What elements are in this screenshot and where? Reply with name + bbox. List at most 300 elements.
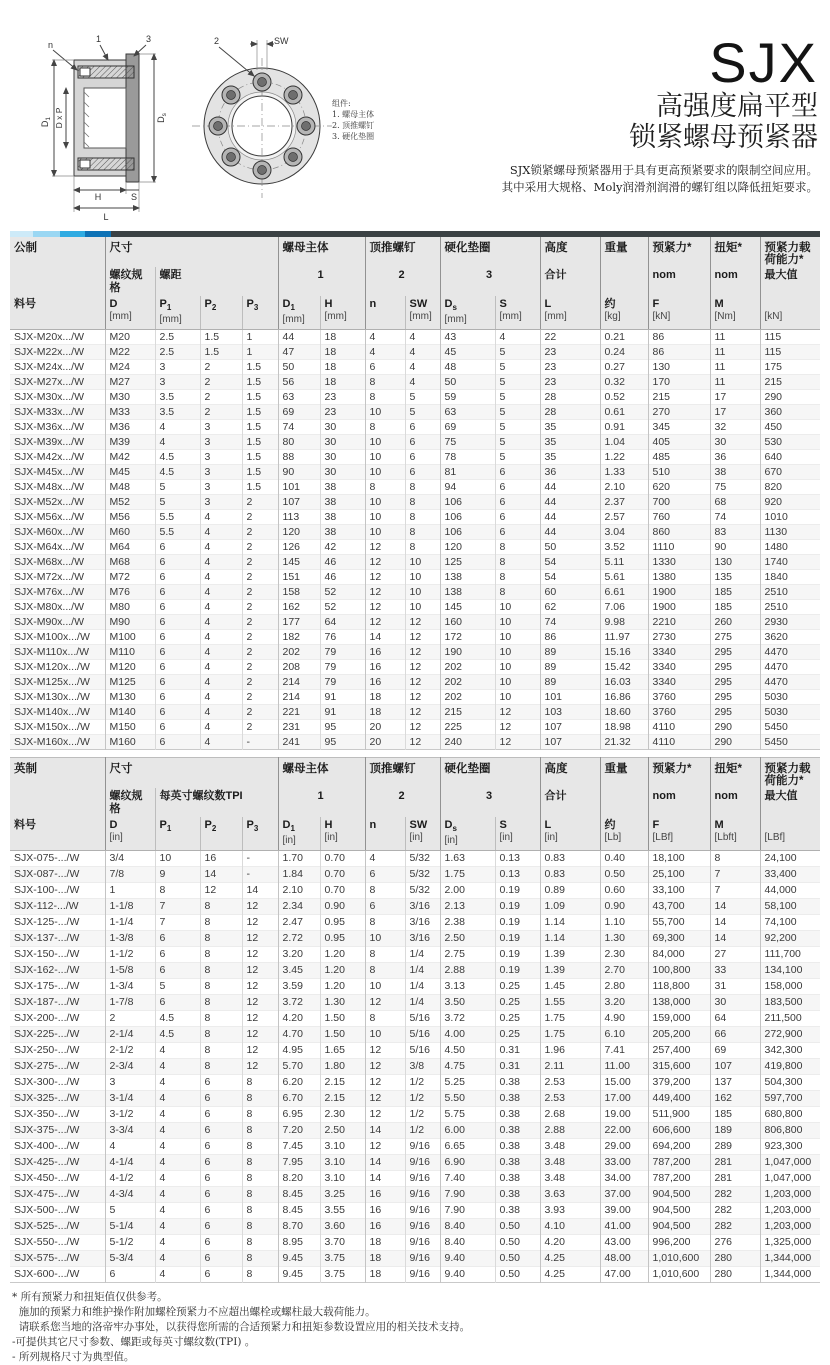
cell: 8: [405, 540, 440, 555]
cell: 9/16: [405, 1187, 440, 1203]
cell: 5: [495, 390, 540, 405]
cell: 6: [155, 690, 200, 705]
cell: 16: [200, 851, 242, 867]
cell: 3.20: [600, 995, 648, 1011]
cell: 111,700: [760, 947, 820, 963]
cell: 6: [155, 555, 200, 570]
product-description: [502, 162, 818, 198]
cell: M33: [105, 405, 155, 420]
cell: 208: [278, 660, 320, 675]
cell: 3.20: [278, 947, 320, 963]
cell: 3/16: [405, 931, 440, 947]
cell: 21.32: [600, 735, 648, 750]
group-washer: 硬化垫圈: [440, 237, 540, 267]
dim-sw: SW: [274, 36, 289, 46]
column-header: $D_1$ [mm]: [278, 296, 320, 330]
cell: 282: [710, 1219, 760, 1235]
cell: 3.25: [320, 1187, 365, 1203]
cell: 12: [242, 931, 278, 947]
cell: M56: [105, 510, 155, 525]
sub-header-row: [10, 788, 820, 817]
cell: SJX-M33x.../W: [10, 405, 105, 420]
cell: 5030: [760, 690, 820, 705]
cell: 11: [710, 345, 760, 360]
cell: SJX-M150x.../W: [10, 720, 105, 735]
cell: 101: [540, 690, 600, 705]
cell: 6: [155, 720, 200, 735]
cell: 1.5: [242, 360, 278, 375]
cell: SJX-M60x.../W: [10, 525, 105, 540]
cell: 2210: [648, 615, 710, 630]
cell: 74: [278, 420, 320, 435]
cell: 18.60: [600, 705, 648, 720]
cell: 4: [200, 585, 242, 600]
cell: 182: [278, 630, 320, 645]
cell: SJX-100-.../W: [10, 883, 105, 899]
cell: SJX-075-.../W: [10, 851, 105, 867]
cell: 1.5: [242, 390, 278, 405]
cell: 103: [540, 705, 600, 720]
cell: 1.30: [600, 931, 648, 947]
cell: 11: [710, 360, 760, 375]
cell: SJX-450-.../W: [10, 1171, 105, 1187]
cell: 295: [710, 705, 760, 720]
cell: 0.91: [600, 420, 648, 435]
cell: 6: [155, 963, 200, 979]
label-part3: 3: [146, 34, 152, 44]
cell: 2: [242, 660, 278, 675]
cell: 360: [760, 405, 820, 420]
cell: 172: [440, 630, 495, 645]
cell: 0.38: [495, 1123, 540, 1139]
cell: 10: [365, 931, 405, 947]
cell: 12: [242, 963, 278, 979]
cell: 3.59: [278, 979, 320, 995]
table-row: [10, 330, 820, 345]
cell: SJX-M39x.../W: [10, 435, 105, 450]
cell: 4: [105, 1139, 155, 1155]
column-header: $P_2$: [200, 817, 242, 851]
cell: 3: [155, 360, 200, 375]
cell: 2.30: [320, 1107, 365, 1123]
cell: -: [242, 735, 278, 750]
cell: 12: [365, 555, 405, 570]
empty-header: [600, 788, 648, 817]
cell: 30: [710, 435, 760, 450]
cell: 215: [760, 375, 820, 390]
cell: 183,500: [760, 995, 820, 1011]
cell: 2.72: [278, 931, 320, 947]
cell: 0.83: [540, 851, 600, 867]
cell: 8: [365, 915, 405, 931]
cell: 1,325,000: [760, 1235, 820, 1251]
cell: 7.45: [278, 1139, 320, 1155]
column-header: $P_2$: [200, 296, 242, 330]
group-jack-screw: 顶推螺钉: [365, 758, 440, 789]
cell: 4: [155, 1187, 200, 1203]
cell: 190: [440, 645, 495, 660]
cell: 1.14: [540, 915, 600, 931]
group-header-row: [10, 758, 820, 789]
cell: 12: [405, 705, 440, 720]
cell: 10: [155, 851, 200, 867]
cell: 680,800: [760, 1107, 820, 1123]
height-sub-label: 合计: [540, 788, 600, 817]
group-capacity-line: 预紧力载: [764, 242, 811, 254]
cell: 6: [155, 540, 200, 555]
cell: 1: [242, 345, 278, 360]
cell: 270: [648, 405, 710, 420]
cell: 138: [440, 585, 495, 600]
column-header: 料号: [10, 817, 105, 851]
cell: 38: [320, 510, 365, 525]
cell: 0.19: [495, 883, 540, 899]
cell: 215: [648, 390, 710, 405]
cell: 4.75: [440, 1059, 495, 1075]
tables-area: [0, 231, 830, 1283]
cell: 2: [242, 645, 278, 660]
cell: 2.53: [540, 1075, 600, 1091]
cell: 12: [365, 615, 405, 630]
cell: SJX-M27x.../W: [10, 375, 105, 390]
group-nut-body: 螺母主体: [278, 758, 365, 789]
cell: 10: [495, 660, 540, 675]
column-header: M [Lbft]: [710, 817, 760, 851]
group-capacity-line: 预紧力载: [764, 763, 811, 776]
cell: 379,200: [648, 1075, 710, 1091]
cell: 12: [242, 947, 278, 963]
component-legend: [332, 98, 374, 142]
cell: 5: [495, 405, 540, 420]
cell: 2: [242, 705, 278, 720]
cell: 14: [365, 1123, 405, 1139]
table-row: [10, 1251, 820, 1267]
cell: 7: [155, 899, 200, 915]
cell: 11: [710, 330, 760, 345]
cell: 2: [242, 495, 278, 510]
cell: 3340: [648, 675, 710, 690]
cell: SJX-275-.../W: [10, 1059, 105, 1075]
cell: 10: [495, 600, 540, 615]
cell: 2: [242, 615, 278, 630]
cell: 8: [242, 1251, 278, 1267]
cell: 55,700: [648, 915, 710, 931]
cell: 3.10: [320, 1139, 365, 1155]
cell: 315,600: [648, 1059, 710, 1075]
cell: 1/2: [405, 1107, 440, 1123]
cell: 47: [278, 345, 320, 360]
cell: 120: [278, 525, 320, 540]
cell: 4.90: [600, 1011, 648, 1027]
cell: 0.25: [495, 979, 540, 995]
cell: 530: [760, 435, 820, 450]
cell: 8: [242, 1235, 278, 1251]
cell: 0.31: [495, 1059, 540, 1075]
cell: 760: [648, 510, 710, 525]
cell: 5-1/4: [105, 1219, 155, 1235]
cell: 9.40: [440, 1267, 495, 1283]
cell: 6: [155, 931, 200, 947]
cell: 90: [710, 540, 760, 555]
cell: 3.72: [278, 995, 320, 1011]
cell: 4: [155, 1075, 200, 1091]
cell: 5: [495, 435, 540, 450]
dim-l: L: [103, 212, 109, 222]
cell: 8: [200, 1027, 242, 1043]
cell: 2930: [760, 615, 820, 630]
table-row: [10, 979, 820, 995]
washer-ref: 3: [440, 267, 540, 296]
cell: 221: [278, 705, 320, 720]
dim-dxp: D x P: [54, 107, 64, 129]
cell: 16.86: [600, 690, 648, 705]
cell: SJX-M45x.../W: [10, 465, 105, 480]
cell: 14: [365, 1155, 405, 1171]
cell: 3.5: [155, 390, 200, 405]
cell: 5.50: [440, 1091, 495, 1107]
cell: SJX-375-.../W: [10, 1123, 105, 1139]
cell: 3.75: [320, 1267, 365, 1283]
cell: 135: [710, 570, 760, 585]
preload-sub-label: nom: [648, 788, 710, 817]
column-header: $P_3$: [242, 817, 278, 851]
cell: 12: [365, 540, 405, 555]
cell: 2.00: [440, 883, 495, 899]
column-header: n: [365, 817, 405, 851]
cell: 5: [495, 360, 540, 375]
cell: 8: [405, 510, 440, 525]
dim-d1: $D_1$: [40, 116, 52, 128]
cell: SJX-M56x.../W: [10, 510, 105, 525]
cell: 1/2: [405, 1091, 440, 1107]
table-row: [10, 630, 820, 645]
cell: 1,010,600: [648, 1267, 710, 1283]
cell: 69: [440, 420, 495, 435]
cell: 0.61: [600, 405, 648, 420]
cell: 2.30: [600, 947, 648, 963]
cell: 2: [242, 675, 278, 690]
cell: 15.00: [600, 1075, 648, 1091]
cell: 151: [278, 570, 320, 585]
cell: 1900: [648, 600, 710, 615]
cell: 1740: [760, 555, 820, 570]
cell: SJX-112-.../W: [10, 899, 105, 915]
cell: 5/16: [405, 1011, 440, 1027]
cell: 280: [710, 1251, 760, 1267]
cell: 405: [648, 435, 710, 450]
table-row: [10, 360, 820, 375]
cell: 36: [710, 450, 760, 465]
cell: 275: [710, 630, 760, 645]
table-row: [10, 1187, 820, 1203]
cell: SJX-425-.../W: [10, 1155, 105, 1171]
cell: 9/16: [405, 1139, 440, 1155]
cell: 20: [365, 720, 405, 735]
cell: 10: [405, 585, 440, 600]
cell: 76: [320, 630, 365, 645]
cell: 281: [710, 1171, 760, 1187]
cell: 4: [200, 690, 242, 705]
table-row: [10, 867, 820, 883]
cell: 3.48: [540, 1139, 600, 1155]
cell: 3.10: [320, 1155, 365, 1171]
cell: 2.38: [440, 915, 495, 931]
table-row: [10, 735, 820, 750]
cell: 6.10: [600, 1027, 648, 1043]
cell: 2: [242, 630, 278, 645]
cell: 91: [320, 705, 365, 720]
cell: 4: [200, 705, 242, 720]
imperial-table: [10, 757, 820, 1283]
cell: 8: [242, 1155, 278, 1171]
cell: 3.93: [540, 1203, 600, 1219]
cell: 4: [200, 675, 242, 690]
jack-screw-ref: 2: [365, 788, 440, 817]
cell: 113: [278, 510, 320, 525]
cell: 9/16: [405, 1251, 440, 1267]
cell: 0.38: [495, 1091, 540, 1107]
cell: 10: [365, 435, 405, 450]
table-row: [10, 510, 820, 525]
cell: 8: [200, 1011, 242, 1027]
cell: 241: [278, 735, 320, 750]
cell: 4: [200, 510, 242, 525]
cell: 4.25: [540, 1267, 600, 1283]
cell: 60: [540, 585, 600, 600]
cell: 17: [710, 390, 760, 405]
cell: 1.75: [440, 867, 495, 883]
cell: 44: [278, 330, 320, 345]
dim-s: S: [130, 192, 138, 202]
cell: 35: [540, 435, 600, 450]
cell: 4-1/2: [105, 1171, 155, 1187]
cell: 86: [648, 330, 710, 345]
cell: M45: [105, 465, 155, 480]
cell: 6: [495, 495, 540, 510]
cell: 4470: [760, 645, 820, 660]
cell: 16: [365, 1203, 405, 1219]
cell: 16.03: [600, 675, 648, 690]
cell: 3.04: [600, 525, 648, 540]
cell: 23: [320, 390, 365, 405]
cell: 4110: [648, 720, 710, 735]
region-label: 英制: [14, 763, 37, 776]
cell: 6: [365, 899, 405, 915]
cell: 0.25: [495, 1011, 540, 1027]
cell: 10: [365, 1027, 405, 1043]
cell: 6: [405, 420, 440, 435]
cell: 63: [440, 405, 495, 420]
cell: 9/16: [405, 1203, 440, 1219]
cell: 2.53: [540, 1091, 600, 1107]
cell: 272,900: [760, 1027, 820, 1043]
cell: 12: [242, 915, 278, 931]
cell: 38: [710, 465, 760, 480]
cell: M150: [105, 720, 155, 735]
cell: 6.95: [278, 1107, 320, 1123]
table-row: [10, 1203, 820, 1219]
cell: 8: [242, 1171, 278, 1187]
cell: 43,700: [648, 899, 710, 915]
cell: 1-1/2: [105, 947, 155, 963]
cell: 2510: [760, 585, 820, 600]
cell: SJX-M22x.../W: [10, 345, 105, 360]
cell: 28: [540, 390, 600, 405]
cell: 295: [710, 660, 760, 675]
cell: 106: [440, 510, 495, 525]
cell: 6: [155, 995, 200, 1011]
cell: 0.19: [495, 899, 540, 915]
cell: 18: [320, 330, 365, 345]
cell: 185: [710, 600, 760, 615]
cell: 130: [648, 360, 710, 375]
cell: 904,500: [648, 1187, 710, 1203]
cell: 5: [495, 375, 540, 390]
cell: 2: [242, 570, 278, 585]
cell: 89: [540, 660, 600, 675]
cell: 1.5: [242, 435, 278, 450]
cell: 2.80: [600, 979, 648, 995]
cell: 2: [200, 405, 242, 420]
cell: 126: [278, 540, 320, 555]
cell: 0.19: [495, 931, 540, 947]
dim-ds: $D_s$: [156, 113, 168, 123]
cell: 3/4: [105, 851, 155, 867]
cell: 211,500: [760, 1011, 820, 1027]
cell: 7.20: [278, 1123, 320, 1139]
cell: 1: [242, 330, 278, 345]
cell: M72: [105, 570, 155, 585]
cell: 290: [710, 735, 760, 750]
cell: 106: [440, 495, 495, 510]
cell: 18: [365, 690, 405, 705]
cell: 4: [155, 1203, 200, 1219]
cell: 11.00: [600, 1059, 648, 1075]
front-view: [192, 36, 332, 198]
cell: 6: [155, 660, 200, 675]
cell: M27: [105, 375, 155, 390]
table-row: [10, 1091, 820, 1107]
cell: 8: [200, 979, 242, 995]
cell: 52: [320, 600, 365, 615]
cell: 47.00: [600, 1267, 648, 1283]
cell: 36: [540, 465, 600, 480]
cell: 4.5: [155, 465, 200, 480]
cell: 30: [320, 450, 365, 465]
cell: 7: [155, 915, 200, 931]
cell: 10: [365, 450, 405, 465]
cell: 214: [278, 690, 320, 705]
table-row: [10, 465, 820, 480]
list-item: 请联系您当地的洛帝牢办事处，以获得您所需的合适预紧力和扭矩参数设置应用的相关技术支持。: [12, 1321, 471, 1334]
cell: 10: [495, 645, 540, 660]
cell: 4.20: [540, 1235, 600, 1251]
cell: 4.20: [278, 1011, 320, 1027]
cell: 16: [365, 645, 405, 660]
cell: 5.5: [155, 525, 200, 540]
cell: 904,500: [648, 1203, 710, 1219]
cell: 5: [495, 345, 540, 360]
cell: 0.38: [495, 1075, 540, 1091]
cell: 3340: [648, 645, 710, 660]
cell: M90: [105, 615, 155, 630]
cell: 54: [540, 570, 600, 585]
cell: 6: [200, 1123, 242, 1139]
cell: SJX-550-.../W: [10, 1235, 105, 1251]
cell: 79: [320, 645, 365, 660]
cell: 8: [242, 1203, 278, 1219]
cell: SJX-M72x.../W: [10, 570, 105, 585]
